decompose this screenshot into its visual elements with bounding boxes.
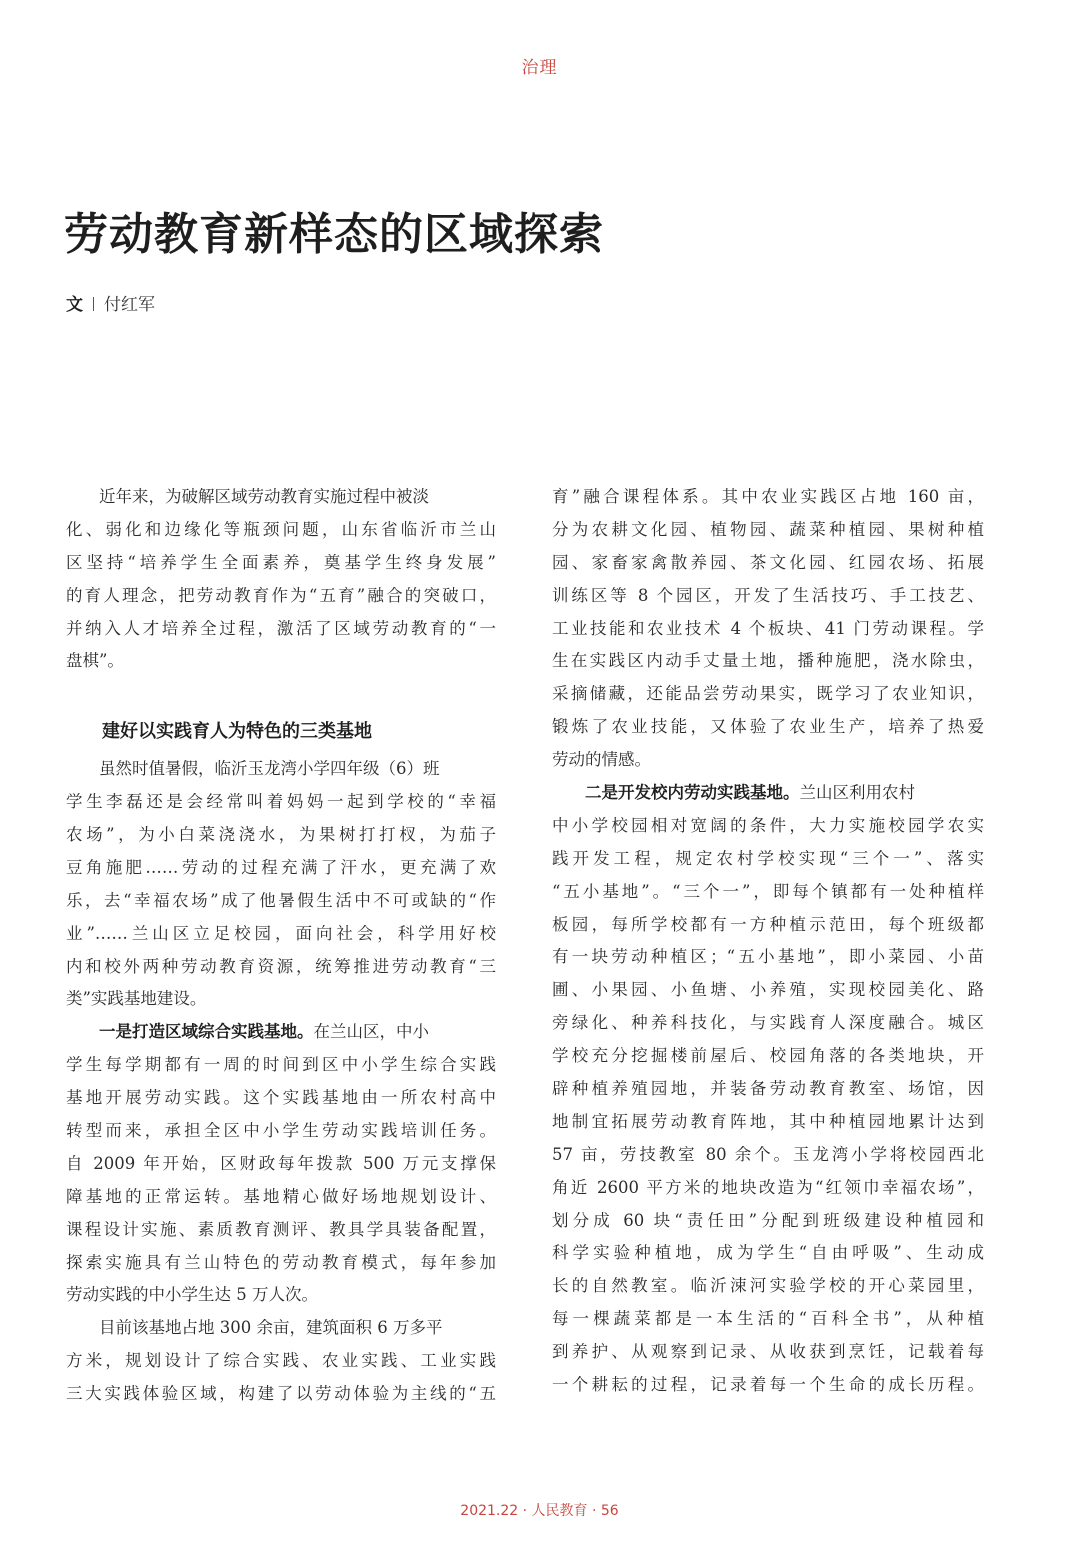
text-line: 学生每学期都有一周的时间到区中小学生综合实践 bbox=[66, 1055, 496, 1075]
text-fragment: 在兰山区，中小 bbox=[313, 1022, 429, 1042]
text-line: 园、家畜家禽散养园、茶文化园、红园农场、拓展 bbox=[552, 552, 984, 572]
text-line: 中小学校园相对宽阔的条件，大力实施校园学农实 bbox=[552, 815, 984, 835]
author-name: 付红军 bbox=[104, 295, 155, 315]
section-tag: 治理 bbox=[521, 58, 558, 78]
text-line: 的育人理念，把劳动教育作为“五育”融合的突破口， bbox=[66, 585, 496, 605]
text-line: “五小基地”。“三个一”，即每个镇都有一处种植样 bbox=[552, 881, 984, 901]
text-line: 每一棵蔬菜都是一本生活的“百科全书”，从种植 bbox=[552, 1309, 984, 1329]
text-line: 分为农耕文化园、植物园、蔬菜种植园、果树种植 bbox=[552, 519, 984, 539]
left-column bbox=[66, 481, 496, 1411]
byline bbox=[66, 290, 155, 315]
text-line: 虽然时值暑假，临沂玉龙湾小学四年级（6）班 bbox=[99, 759, 440, 779]
text-line: 盘棋”。 bbox=[66, 651, 124, 671]
text-line: 学生李磊还是会经常叫着妈妈一起到学校的“幸福 bbox=[66, 792, 496, 812]
text-line bbox=[552, 777, 984, 810]
text-line: 工业技能和农业技术 4 个板块、41 门劳动课程。学 bbox=[552, 618, 984, 638]
text-line: 地制宜拓展劳动教育阵地，其中种植园地累计达到 bbox=[552, 1111, 984, 1131]
text-line: 区坚持“培养学生全面素养，奠基学生终身发展” bbox=[66, 552, 496, 572]
text-line: 业”……兰山区立足校园，面向社会，科学用好校 bbox=[66, 923, 496, 943]
text-line: 课程设计实施、素质教育测评、教具学具装备配置， bbox=[66, 1219, 496, 1239]
text-line: 划分成 60 块“责任田”分配到班级建设种植园和 bbox=[552, 1210, 984, 1230]
text-line: 学校充分挖掘楼前屋后、校园角落的各类地块，开 bbox=[552, 1046, 984, 1066]
text-line: 乐，去“幸福农场”成了他暑假生活中不可或缺的“作 bbox=[66, 890, 496, 910]
text-line: 锻炼了农业技能，又体验了农业生产，培养了热爱 bbox=[552, 717, 984, 737]
text-line bbox=[66, 1016, 496, 1049]
text-line: 角近 2600 平方米的地块改造为“红领巾幸福农场”， bbox=[552, 1177, 984, 1197]
paragraph-lead: 二是开发校内劳动实践基地。 bbox=[585, 783, 800, 803]
text-line: 自 2009 年开始，区财政每年拨款 500 万元支撑保 bbox=[66, 1153, 496, 1173]
text-line: 劳动的情感。 bbox=[552, 750, 651, 770]
text-line: 有一块劳动种植区；“五小基地”，即小菜园、小苗 bbox=[552, 947, 984, 967]
text-line: 目前该基地占地 300 余亩，建筑面积 6 万多平 bbox=[99, 1318, 443, 1338]
text-line: 一个耕耘的过程，记录着每一个生命的成长历程。 bbox=[552, 1375, 984, 1395]
text-line: 基地开展劳动实践。这个实践基地由一所农村高中 bbox=[66, 1088, 496, 1108]
text-line: 采摘储藏，还能品尝劳动果实，既学习了农业知识， bbox=[552, 684, 984, 704]
text-line: 57 亩，劳技教室 80 余个。玉龙湾小学将校园西北 bbox=[552, 1144, 984, 1164]
text-line: 板园，每所学校都有一方种植示范田，每个班级都 bbox=[552, 914, 984, 934]
text-line: 豆角施肥……劳动的过程充满了汗水，更充满了欢 bbox=[66, 857, 496, 877]
text-line: 转型而来，承担全区中小学生劳动实践培训任务。 bbox=[66, 1121, 496, 1141]
text-line: 三大实践体验区域，构建了以劳动体验为主线的“五 bbox=[66, 1384, 496, 1404]
text-line: 探索实施具有兰山特色的劳动教育模式，每年参加 bbox=[66, 1252, 496, 1272]
article-title: 劳动教育新样态的区域探索 bbox=[64, 209, 604, 260]
byline-divider bbox=[93, 297, 94, 311]
text-line: 生在实践区内动手丈量土地，播种施肥，浇水除虫， bbox=[552, 651, 984, 671]
section-heading: 建好以实践育人为特色的三类基地 bbox=[102, 721, 372, 743]
text-line: 到养护、从观察到记录、从收获到烹饪，记载着每 bbox=[552, 1342, 984, 1362]
text-line: 训练区等 8 个园区，开发了生活技巧、手工技艺、 bbox=[552, 585, 984, 605]
text-line: 化、弱化和边缘化等瓶颈问题，山东省临沂市兰山 bbox=[66, 519, 496, 539]
paragraph-lead: 一是打造区域综合实践基地。 bbox=[99, 1022, 314, 1042]
text-line: 圃、小果园、小鱼塘、小养殖，实现校园美化、路 bbox=[552, 980, 984, 1000]
text-line: 辟种植养殖园地，并装备劳动教育教室、场馆，因 bbox=[552, 1079, 984, 1099]
page-footer: 2021.22 · 人民教育 · 56 bbox=[460, 1503, 619, 1519]
text-line: 近年来，为破解区域劳动教育实施过程中被淡 bbox=[99, 487, 429, 506]
text-fragment: 兰山区利用农村 bbox=[799, 783, 915, 803]
text-line: 类”实践基地建设。 bbox=[66, 989, 207, 1009]
text-line: 农场”，为小白菜浇浇水，为果树打打杈，为茄子 bbox=[66, 825, 496, 845]
text-line: 育”融合课程体系。其中农业实践区占地 160 亩， bbox=[552, 487, 984, 506]
text-line: 方米，规划设计了综合实践、农业实践、工业实践 bbox=[66, 1351, 496, 1371]
text-line: 内和校外两种劳动教育资源，统筹推进劳动教育“三 bbox=[66, 956, 496, 976]
text-line: 障基地的正常运转。基地精心做好场地规划设计、 bbox=[66, 1186, 496, 1206]
byline-label: 文 bbox=[66, 295, 83, 315]
right-column bbox=[552, 481, 984, 1402]
text-line: 并纳入人才培养全过程，激活了区域劳动教育的“一 bbox=[66, 618, 496, 638]
text-line: 科学实验种植地，成为学生“自由呼吸”、生动成 bbox=[552, 1243, 984, 1263]
text-line: 长的自然教室。临沂涑河实验学校的开心菜园里， bbox=[552, 1276, 984, 1296]
text-line: 劳动实践的中小学生达 5 万人次。 bbox=[66, 1285, 318, 1305]
text-line: 旁绿化、种养科技化，与实践育人深度融合。城区 bbox=[552, 1013, 984, 1033]
text-line: 践开发工程，规定农村学校实现“三个一”、落实 bbox=[552, 848, 984, 868]
